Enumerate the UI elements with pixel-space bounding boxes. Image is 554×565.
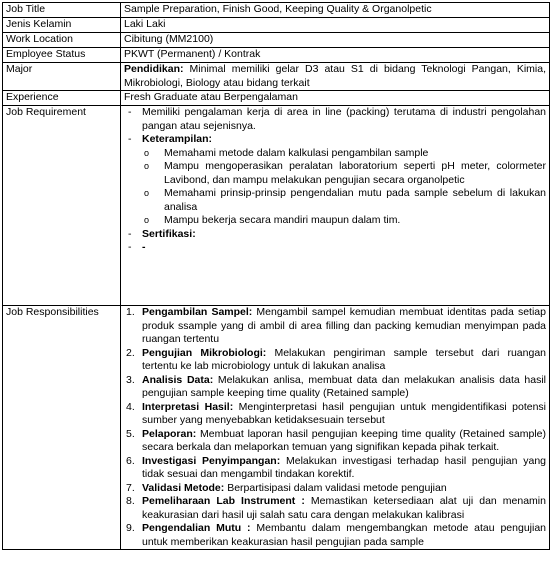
row-experience bbox=[3, 91, 550, 106]
responsibility-text: Mengambil sampel kemudian membuat identitas pada setiap produk ssample yang di ambil di area filling dan packing kemudian menyimpan pada ruangan tertentu bbox=[142, 306, 546, 345]
value-jenis-kelamin: Laki Laki bbox=[121, 18, 550, 33]
responsibility-title: Pemeliharaan Lab Instrument : bbox=[142, 495, 305, 507]
value-employee-status: PKWT (Permanent) / Kontrak bbox=[121, 48, 550, 63]
responsibility-number: 7. bbox=[126, 481, 135, 494]
row-jenis-kelamin bbox=[3, 18, 550, 33]
major-education-text: Minimal memiliki gelar D3 atau S1 di bidang Teknologi Pangan, Kimia, Mikrobiologi, Biology atau bidang terkait bbox=[124, 63, 546, 89]
row-job-responsibilities bbox=[3, 306, 550, 550]
responsibility-number: 4. bbox=[126, 400, 135, 413]
responsibility-title: Pengujian Mikrobiologi: bbox=[142, 346, 267, 359]
value-job-title: Sample Preparation, Finish Good, Keeping Quality & Organolpetic bbox=[121, 3, 550, 18]
responsibility-number: 1. bbox=[126, 306, 135, 318]
skill-item-text: Memahami prinsip-prinsip pengendalian mutu pada sample sebelum di lakukan analisa bbox=[164, 187, 546, 213]
dash-bullet-icon: - bbox=[128, 133, 132, 145]
skill-item-text: Memahami metode dalam kalkulasi pengambilan sample bbox=[164, 146, 429, 159]
responsibility-number: 2. bbox=[126, 346, 135, 359]
responsibility-title: Pengambilan Sampel: bbox=[142, 306, 253, 318]
job-description-table bbox=[2, 2, 550, 550]
requirement-item-text: Memiliki pengalaman kerja di area in line (packing) terutama di industri pengolahan pangan atau sejenisnya. bbox=[142, 106, 546, 132]
label-major: Major bbox=[3, 63, 121, 91]
responsibility-title: Validasi Metode: bbox=[142, 481, 225, 494]
responsibility-number: 3. bbox=[126, 373, 135, 386]
responsibility-number: 6. bbox=[126, 454, 135, 467]
dash-bullet-icon: - bbox=[128, 227, 132, 240]
circle-bullet-icon: o bbox=[144, 215, 150, 225]
dash-bullet-icon: - bbox=[128, 106, 132, 118]
label-employee-status: Employee Status bbox=[3, 48, 121, 63]
label-job-requirement: Job Requirement bbox=[3, 106, 121, 306]
row-job-title bbox=[3, 3, 550, 18]
circle-bullet-icon: o bbox=[144, 188, 150, 198]
skill-item bbox=[124, 187, 546, 214]
responsibility-text: Melakukan investigasi terhadap hasil pengujian yang tidak sesuai dan mengambil tindakan korektif. bbox=[142, 454, 546, 480]
label-job-title: Job Title bbox=[3, 3, 121, 18]
skill-item bbox=[124, 160, 546, 187]
skill-item bbox=[124, 147, 546, 161]
value-job-responsibilities bbox=[121, 306, 550, 550]
responsibility-text: Memastikan ketersediaan alat uji dan menamin keakurasian dari hasil uji salah satu cara dengan melakukan kalibrasi bbox=[142, 495, 546, 521]
label-job-responsibilities: Job Responsibilities bbox=[3, 306, 121, 550]
responsibility-item bbox=[124, 401, 546, 428]
dash-bullet-icon: - bbox=[128, 241, 132, 253]
skill-item-text: Mampu mengoperasikan peralatan laboratorium seperti pH meter, colormeter Lavibond, dan mampu melakukan pengujian secara organolpetic bbox=[164, 160, 546, 186]
label-experience: Experience bbox=[3, 91, 121, 106]
value-experience: Fresh Graduate atau Berpengalaman bbox=[121, 91, 550, 106]
responsibility-title: Investigasi Penyimpangan: bbox=[142, 454, 281, 467]
responsibility-item bbox=[124, 306, 546, 347]
responsibility-number: 9. bbox=[126, 522, 135, 534]
responsibility-title: Pelaporan: bbox=[142, 427, 197, 440]
circle-bullet-icon: o bbox=[144, 161, 150, 171]
skill-item-text: Mampu bekerja secara mandiri maupun dalam tim. bbox=[164, 214, 401, 226]
responsibility-text: Menginterpretasi hasil pengujian untuk mengidentifikasi potensi sumber yang menyebabkan ketidaksesuain tersebut bbox=[142, 400, 546, 426]
responsibility-text: Berpartisipasi dalam validasi metode pengujian bbox=[224, 481, 447, 494]
row-job-requirement bbox=[3, 106, 550, 306]
requirement-skills-heading-row bbox=[124, 133, 546, 147]
value-work-location: Cibitung (MM2100) bbox=[121, 33, 550, 48]
responsibility-item bbox=[124, 455, 546, 482]
requirement-skills-heading: Keterampilan: bbox=[142, 133, 213, 145]
row-employee-status bbox=[3, 48, 550, 63]
requirement-cert-heading-row bbox=[124, 228, 546, 242]
responsibility-item bbox=[124, 522, 546, 549]
responsibility-text: Melakukan anlisa, membuat data dan melakukan analisis data hasil pengujian sample keeping time quality (Retained sample) bbox=[142, 373, 546, 399]
major-education-heading: Pendidikan: bbox=[124, 63, 184, 75]
skill-item bbox=[124, 214, 546, 228]
responsibility-title: Analisis Data: bbox=[142, 373, 214, 386]
responsibility-text: Membuat laporan hasil pengujian keeping time quality (Retained sample) secara berkala dan melaporkan temuan yang signifikan kepada pihak terkait. bbox=[142, 427, 546, 453]
responsibility-number: 5. bbox=[126, 427, 135, 440]
label-work-location: Work Location bbox=[3, 33, 121, 48]
responsibility-item bbox=[124, 428, 546, 455]
requirement-cert-value: - bbox=[142, 241, 146, 253]
row-work-location bbox=[3, 33, 550, 48]
responsibility-item bbox=[124, 374, 546, 401]
responsibility-item bbox=[124, 347, 546, 374]
circle-bullet-icon: o bbox=[144, 147, 150, 158]
row-major bbox=[3, 63, 550, 91]
label-jenis-kelamin: Jenis Kelamin bbox=[3, 18, 121, 33]
responsibility-number: 8. bbox=[126, 495, 135, 507]
responsibility-item bbox=[124, 482, 546, 496]
value-job-requirement bbox=[121, 106, 550, 306]
responsibility-text: Melakukan pengiriman sample tersebut dari ruangan tertentu ke lab microbiology untuk di lakukan analisa bbox=[142, 346, 546, 372]
responsibility-title: Interpretasi Hasil: bbox=[142, 400, 234, 413]
requirement-cert-row bbox=[124, 241, 546, 255]
requirement-item bbox=[124, 106, 546, 133]
responsibility-title: Pengendalian Mutu : bbox=[142, 522, 251, 534]
responsibility-text: Membantu dalam mengembangkan metode atau pengujian untuk memberikan keakurasian hasil pengujian pada sample bbox=[142, 522, 546, 548]
value-major bbox=[121, 63, 550, 91]
requirement-cert-heading: Sertifikasi: bbox=[142, 227, 196, 240]
responsibility-item bbox=[124, 495, 546, 522]
